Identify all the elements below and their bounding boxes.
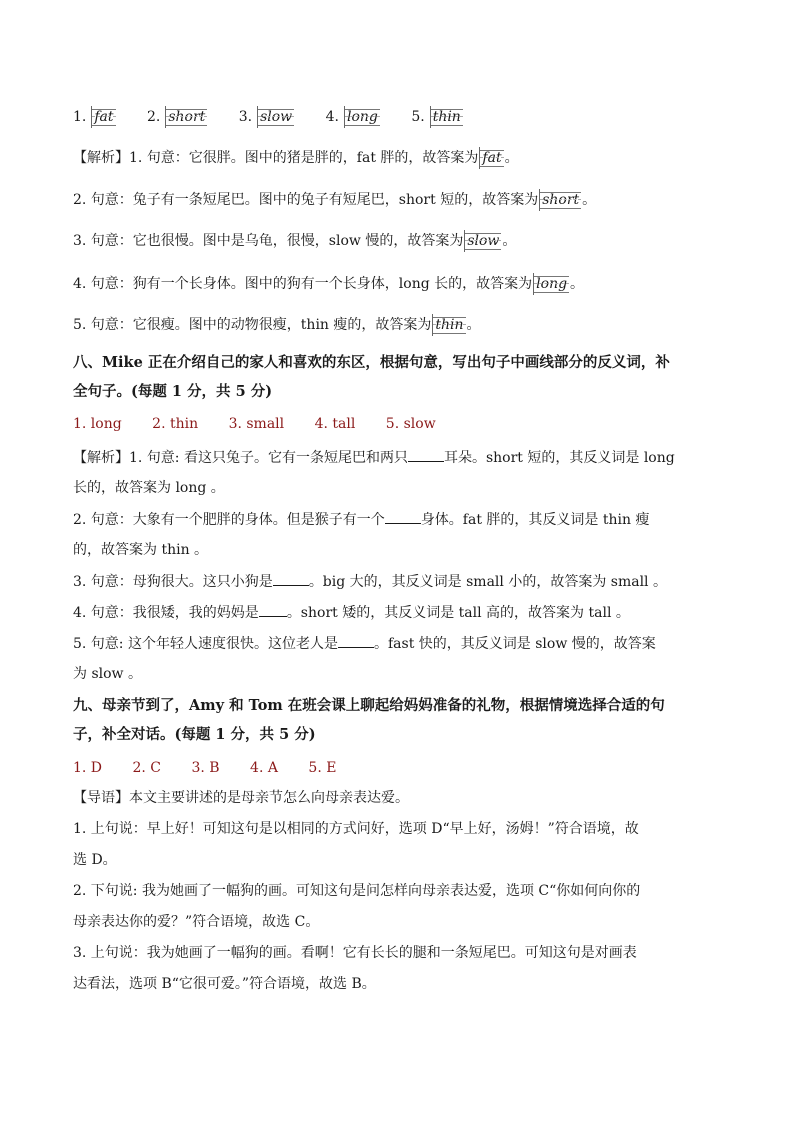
answer-item: 1. long [73,416,122,432]
section9-answer-row [73,758,723,778]
handwriting-box: slow [464,230,501,252]
handwriting-box: thin [432,314,465,336]
explanation-line: 长的，故答案为 long 。 [73,480,225,496]
answer-item: 1. fat [73,106,117,128]
blank-line [385,509,421,524]
explanation-line: 5. 句意: 这个年轻人速度很快。这位老人是 。fast 快的，其反义词是 slow 慢的，故答案 [73,633,723,654]
section8-answer-row [73,414,723,434]
explanation-line: 3. 句意：它也很慢。图中是乌龟，很慢，slow 慢的，故答案为 slow 。 [73,230,723,252]
explanation-line: 3. 句意：母狗很大。这只小狗是 。big 大的，其反义词是 small 小的，故答案为 small 。 [73,571,723,592]
section8-heading: 八、Mike 正在介绍自己的家人和喜欢的东区，根据句意，写出句子中画线部分的反义词，补 [73,354,670,371]
blank-line [259,602,287,617]
explanation-line: 【解析】1. 句意: 看这只兔子。它有一条短尾巴和两只 耳朵。short 短的，其反义词是 long [73,447,723,468]
answer-item: 5. slow [385,416,436,432]
answer-item: 4. long [326,106,381,128]
handwriting-box: fat [91,106,115,128]
blank-line [408,447,444,462]
explanation-line: 【解析】1. 句意：它很胖。图中的猪是胖的，fat 胖的，故答案为 fat 。 [73,147,723,169]
explanation-line: 4. 句意：我很矮，我的妈妈是 。short 矮的，其反义词是 tall 高的，故答案为 tall 。 [73,602,723,623]
answer-item: 2. short [147,106,208,128]
explanation-line: 2. 句意：大象有一个肥胖的身体。但是猴子有一个 身体。fat 胖的，其反义词是 thin 瘦 [73,509,723,530]
explanation-line: 3. 上句说：我为她画了一幅狗的画。看啊！它有长长的腿和一条短尾巴。可知这句是对画表 [73,945,637,961]
answer-item: 2. C [132,760,162,776]
explanation-line: 的，故答案为 thin 。 [73,542,209,558]
answer-item: 3. slow [239,106,295,128]
handwriting-box: thin [430,106,463,128]
handwriting-box: long [533,273,569,295]
explanation-line: 4. 句意：狗有一个长身体。图中的狗有一个长身体，long 长的，故答案为 long 。 [73,273,723,295]
handwriting-box: short [539,189,581,211]
answer-item: 3. B [191,760,220,776]
answer-item: 4. tall [314,416,356,432]
explanation-line: 1. 上句说：早上好！可知这句是以相同的方式问好，选项 D“早上好，汤姆！”符合语境，故 [73,821,639,837]
explanation-line: 为 slow 。 [73,666,142,682]
handwriting-box: short [165,106,207,128]
section9-heading: 九、母亲节到了，Amy 和 Tom 在班会课上聊起给妈妈准备的礼物，根据情境选择合适的句 [73,697,665,714]
section8-heading-cont: 全句子。(每题 1 分，共 5 分) [73,383,273,400]
explanation-line: 达看法，选项 B“它很可爱。”符合语境，故选 B。 [73,976,376,992]
handwriting-box: long [344,106,380,128]
answer-item: 2. thin [152,416,199,432]
handwriting-box: fat [479,147,503,169]
section7-answer-row [73,106,723,128]
explanation-line: 母亲表达你的爱？”符合语境，故选 C。 [73,914,320,930]
blank-line [338,633,374,648]
answer-item: 5. E [308,760,337,776]
explanation-line: 选 D。 [73,852,117,868]
answer-item: 4. A [250,760,278,776]
explanation-line: 2. 句意：兔子有一条短尾巴。图中的兔子有短尾巴，short 短的，故答案为 short 。 [73,189,723,211]
answer-item: 5. thin [411,106,464,128]
guide-line: 【导语】本文主要讲述的是母亲节怎么向母亲表达爱。 [73,790,409,806]
blank-line [273,571,309,586]
section9-heading-cont: 子，补全对话。(每题 1 分，共 5 分) [73,726,316,743]
answer-item: 1. D [73,760,103,776]
explanation-line: 5. 句意：它很瘦。图中的动物很瘦，thin 瘦的，故答案为 thin 。 [73,314,723,336]
explanation-line: 2. 下句说: 我为她画了一幅狗的画。可知这句是问怎样向母亲表达爱，选项 C“你如何向你的 [73,883,641,899]
handwriting-box: slow [257,106,294,128]
answer-item: 3. small [228,416,285,432]
